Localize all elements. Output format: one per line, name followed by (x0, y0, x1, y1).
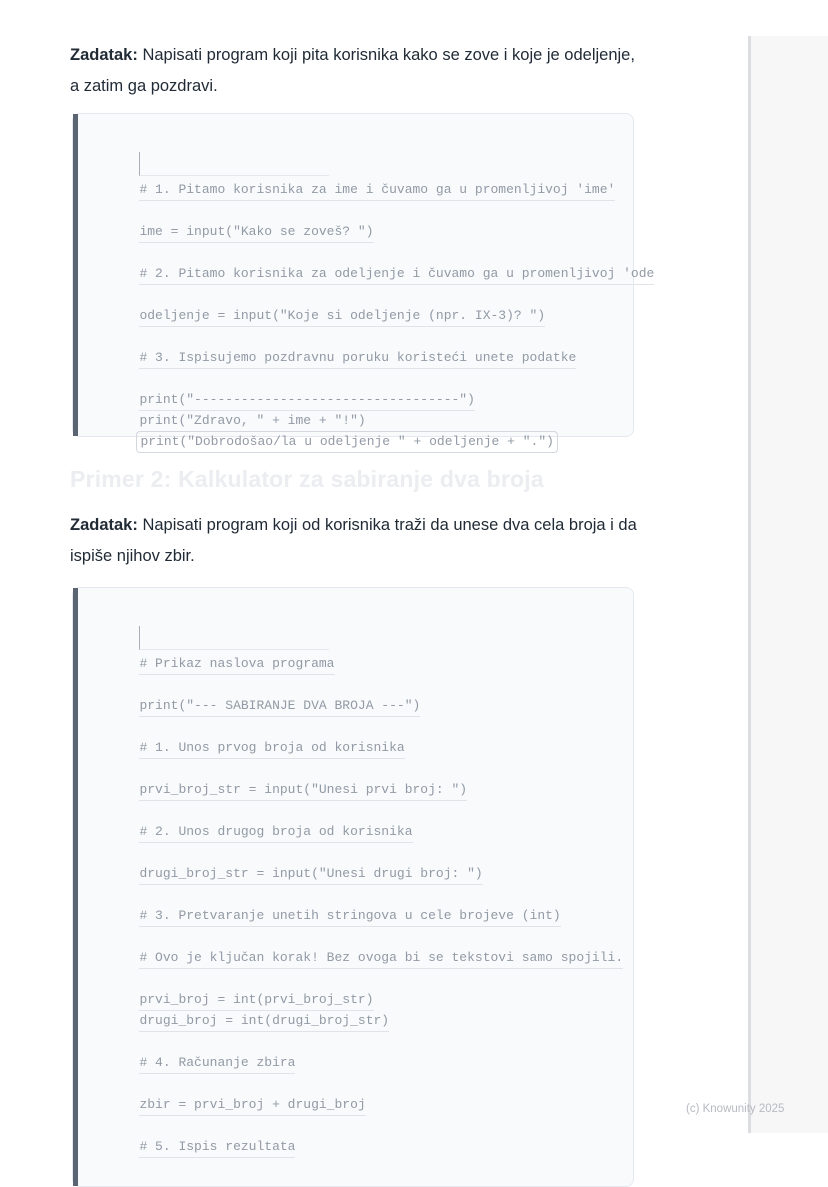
code-line-text: # Ovo je ključan korak! Bez ovoga bi se tekstovi samo spojili. (139, 948, 623, 969)
code-line-text: # 1. Unos prvog broja od korisnika (139, 738, 404, 759)
code-line (95, 243, 655, 281)
code-line-text: # 2. Unos drugog broja od korisnika (139, 822, 412, 843)
code-block-2 (72, 587, 634, 1187)
code-line (95, 1116, 627, 1154)
code-line (95, 759, 627, 797)
code-line-text: print("Dobrodošao/la u odeljenje " + odeljenje + ".") (136, 431, 557, 453)
code-line-text: prvi_broj = int(prvi_broj_str) (139, 990, 373, 1011)
code-line (95, 1074, 627, 1112)
code-lines-2 (95, 606, 627, 1186)
code-line (95, 969, 627, 1007)
code-line-text: print("--- SABIRANJE DVA BROJA ---") (139, 696, 420, 717)
code-line-text (139, 152, 329, 176)
code-line (95, 843, 627, 881)
code-line-text: prvi_broj_str = input("Unesi prvi broj: ") (139, 780, 467, 801)
task-paragraph-1 (70, 40, 642, 102)
code-line (95, 132, 627, 159)
code-line-text: # 4. Računanje zbira (139, 1053, 295, 1074)
code-line (95, 675, 627, 713)
code-line (95, 717, 627, 755)
code-block-1 (72, 113, 655, 449)
code-line (95, 327, 627, 365)
code-line (95, 606, 627, 633)
code-line (95, 885, 627, 923)
code-line-text (139, 626, 329, 650)
code-line (95, 927, 627, 965)
code-line-text: drugi_broj = int(drugi_broj_str) (139, 1011, 389, 1032)
code-line-text: # 1. Pitamo korisnika za ime i čuvamo ga u promenljivoj 'ime' (139, 180, 615, 201)
code-line-text: drugi_broj_str = input("Unesi drugi broj: ") (139, 864, 482, 885)
task-paragraph-2 (70, 510, 642, 572)
page-edge-line (748, 36, 751, 1133)
code-line (95, 369, 627, 407)
code-line (95, 285, 627, 323)
task-text: Napisati program koji pita korisnika kako se zove i koje je odeljenje, a zatim ga pozdravi. (70, 46, 635, 95)
code-line-text: ime = input("Kako se zoveš? ") (139, 222, 373, 243)
knowunity-watermark: (c) Knowunity 2025 (686, 1103, 785, 1115)
code-line-text: print("Zdravo, " + ime + "!") (139, 411, 365, 432)
code-line (95, 801, 627, 839)
task-text: Napisati program koji od korisnika traži da unese dva cela broja i da ispiše njihov zbir. (70, 516, 637, 565)
code-accent-bar (73, 114, 78, 436)
task-label: Zadatak: (70, 516, 138, 534)
code-line (95, 1032, 627, 1070)
code-accent-bar (73, 588, 78, 1186)
code-line-text: zbir = prvi_broj + drugi_broj (139, 1095, 365, 1116)
code-line-text: # 3. Pretvaranje unetih stringova u cele brojeve (int) (139, 906, 560, 927)
code-line-text: # 3. Ispisujemo pozdravnu poruku koristeći unete podatke (139, 348, 576, 369)
off-page-strip (751, 36, 828, 1133)
section-heading-primer-2: Primer 2: Kalkulator za sabiranje dva broja (70, 466, 544, 492)
code-line (95, 201, 627, 239)
code-lines-1 (95, 132, 655, 449)
code-line-text: # 2. Pitamo korisnika za odeljenje i čuvamo ga u promenljivoj 'ode (139, 264, 654, 285)
code-line-text: odeljenje = input("Koje si odeljenje (npr. IX-3)? ") (139, 306, 545, 327)
task-label: Zadatak: (70, 46, 138, 64)
code-line-text: print("----------------------------------") (139, 390, 474, 411)
code-line-text: # Prikaz naslova programa (139, 654, 334, 675)
code-line-text: # 5. Ispis rezultata (139, 1137, 295, 1158)
